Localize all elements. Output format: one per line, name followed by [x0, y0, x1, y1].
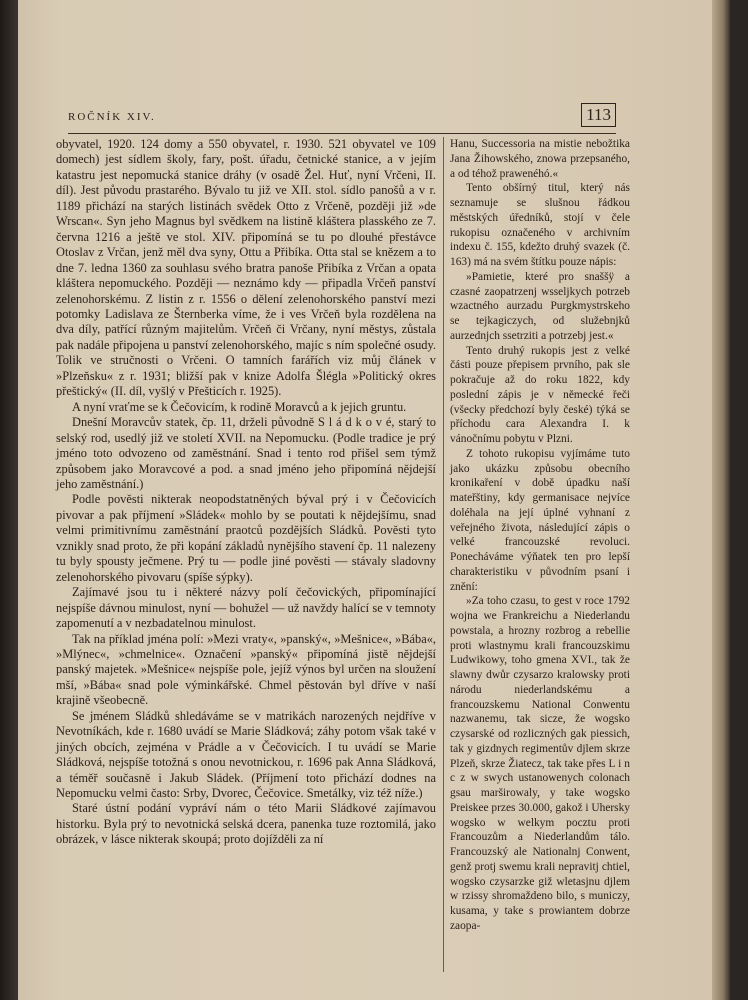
paragraph: Staré ústní podání vypráví nám o této Marii Sládkové zajímavou historku. Byla prý to nevotnická selská dcera, panenka tuze roztomilá, jako obrázek, v lásce nikterak skoupá; proto dojížděli za ní [56, 801, 436, 847]
paragraph: Hanu, Successoria na mistie nebožtika Jana Žihowského, znowa przepsaného, a od téhož prawenéhó.« [450, 138, 630, 180]
page-header [68, 103, 616, 134]
right-column [450, 137, 630, 934]
page-number: 113 [581, 103, 616, 127]
paragraph: A nyní vraťme se k Čečovicím, k rodině Moravců a k jejich gruntu. [72, 399, 407, 414]
paragraph: Zajímavé jsou tu i některé názvy polí čečovických, připomínající nejspíše dávnou minulost, nyní — bohužel — už navždy halící se v temnoty zapomenutí a v nezbadatelnou minulost. [56, 585, 436, 631]
paragraph: »Za toho czasu, to gest v roce 1792 wojna we Frankreichu a Niederlandu powstala, a hrozny rozbrog a rebellie proti wlastnymu krali francouzskimu Ludwikowy, toho gmena XVI., tak že slawny dwůr czysarzo kralowsky proti národu niederlandskému a francouzskemu National Conwentu nazwanemu, tak sicze, že wogsko czysarské od rozliczných gak piessich, tak y gizdnych regimentův djlem skrze Plzeň, skrze Žiatecz, tak take přes L i n c z w swych ustanowenych colonach gsau marširowaly, y take wogsko Preiskee przes 30.000, gakož i Uhersky wogsko w welkym pocztu proti Francouzům a Niederlandům tálo. Francouzský ale Nationalnj Conwent, genž protj swemu krali nepravitj chtiel, wogsko czysarzke giž wletasjnu djlem w rzissy shromaždeno bilo, s municzy, kusama, y take s prowiantem dobrze zaopa- [450, 595, 630, 932]
paragraph: »Pamietie, které pro snaššÿ a czasné zaopatrzenj wsseljkych potrzeb wzactného aurzadu Purgkmystrskeho se tejkagiczych, od služebnjků aurzednjch ssetrziti a potrzebj jest.« [450, 270, 630, 342]
paragraph: obyvatel, 1920. 124 domy a 550 obyvatel, r. 1930. 521 obyvatel ve 109 domech) jest sídlem školy, fary, pošt. úřadu, četnické stanice, a v jejím katastru jest nepomucká stanice dráhy (v osadě Žel. Huť, nyní Vrčeni, II. díl). Jest původu prastarého. Bývalo tu již ve XII. stol. sídlo panošů a v r. 1189 přichází na starých listinách svědek Otto z Vrčeně, později již »de Wrscan«. Syn jeho Magnus byl svědkem na listině kláštera plasského ze 7. června 1216 a ještě ve stol. XIV. připomíná se tu po dlouhé přestávce Otoslav z Vrčan, jenž měl dva syny, Ottu a Přibíka. Otta stal se knězem a to dne 7. ledna 1360 za souhlasu svého bratra panoše Přibíka z Vrčan a opata kláštera nepomuckého. Později — neznámo kdy — připadla Vrčeň panství zelenohorskému. Z listin z r. 1556 o dělení zelenohorského panství mezi potomky Ladislava ze Šternberka víme, že i ves Vrčeň byla rozdělena na dva díly, patřící různým majitelům. Vrčeň či Vrčany, nyní městys, zůstala pak nadále připojena u panství zelenohorského, majíc s ním společné osudy. Tolik ve stručnosti o Vrčeni. O tamních farářích viz můj článek v »Plzeňsku« z r. 1931; bližší pak v knize Adolfa Šlégla »Politický okres přeštický« (II. díl, vyšlý v Přešticích r. 1925). [56, 137, 436, 399]
page-stack-edge [712, 0, 730, 1000]
paragraph: Tento obšírný titul, který nás seznamuje se slušnou řádkou městských úředníků, stojí v čele rukopisu označeného v archivním indexu č. 155, kdežto druhý svazek (č. 163) má na svém štítku pouze nápis: [450, 182, 630, 268]
adjacent-page-edge [0, 0, 18, 1000]
paragraph: Se jménem Sládků shledáváme se v matrikách narozených nejdříve v Nevotníkách, kde r. 1680 uvádí se Marie Sládková; záhy potom však také v jiných obcích, zejména v Prádle a v Čečovicích. I tu uvádí se Marie Sládková, nejspíše totožná s onou nevotnickou, r. 1696 pak Anna Sládková, a téměř současně i Jakub Sládek. (Příjmení toto přichází dodnes na Nepomucku velmi často: Srby, Dvorec, Čečovice. Smetálky, viz též níže.) [56, 708, 436, 801]
left-column [56, 137, 436, 848]
paragraph: Tento druhý rukopis jest z velké části pouze přepisem prvního, pak sle pokračuje až do roku 1822, kdy poslední zápis je v německé řeči (všecky předchozí byly české) týká se příchodu cara Alexandra I. k vánočnímu pobytu v Plzni. [450, 344, 630, 445]
running-head: ROČNÍK XIV. [68, 111, 156, 123]
paragraph: Podle pověsti nikterak neopodstatněných býval prý i v Čečovicích pivovar a pak příjmení »Sládek« mohlo by se poutati k nějdejšímu, snad velmi primitivnímu zaměstnání praotců pozdějších Sládků. Pověsti tyto vznikly snad proto, že při kopání základů nynějšího stavení čp. 11 nalezeny tu byly spousty ječmene. Prý tu — podle jiné pověsti — stávaly sladovny zelenohorského pivovaru (spíše sýpky). [56, 492, 436, 584]
paragraph: Z tohoto rukopisu vyjímáme tuto jako ukázku způsobu obecního kronikaření v době úpadku naší mateřštiny, kdy germanisace nejvíce doléhala na její úplné vyhnaní z veřejného života, následující zápis o velké francouzské revoluci. Ponecháváme výňatek ten pro lepší charakteristiku v původním psaní i znění: [450, 447, 630, 593]
column-divider [443, 137, 444, 972]
paragraph: Tak na příklad jména polí: »Mezi vraty«, »panský«, »Mešnice«, »Bába«, »Mlýnec«, »chmelnice«. Označení »panský« připomíná jistě nějdejší panský majetek. »Mešnice« nejspíše pole, jejíž výnos byl určen na sloužení mší, »Bába« snad pole výminkářské. Chmel pěstován byl dříve v naší krajině všeobecně. [56, 631, 436, 708]
paragraph: Dnešní Moravcův statek, čp. 11, drželi původně S l á d k o v é, starý to selský rod, usedlý již ve století XVII. na Nepomucku. (Podle tradice je prý jméno toto odvozeno od zaměstnání. Snad i tento rod přišel sem týmž způsobem jako Moravcové a pod. a snad jméno jeho připomíná nějdejší jeho zaměstnání.) [56, 415, 436, 491]
